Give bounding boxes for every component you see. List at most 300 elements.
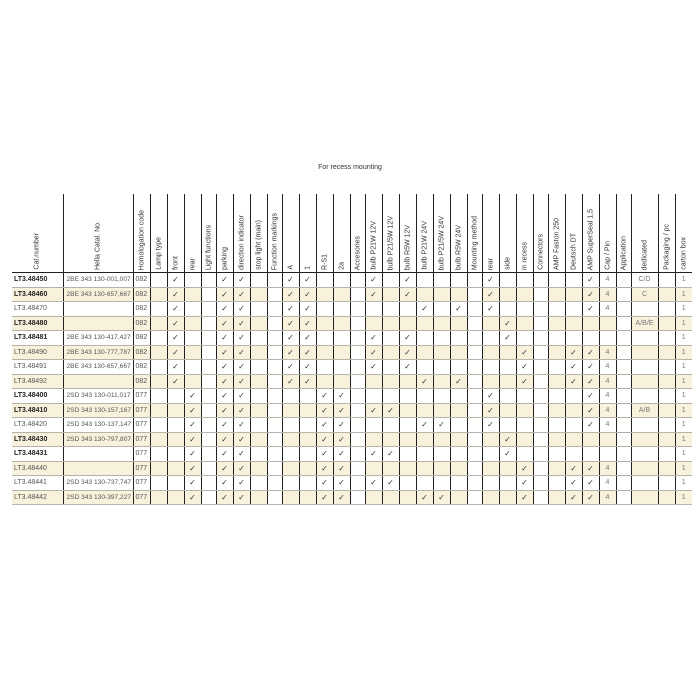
hella-number-cell: 2SD 343 130-737,747 [63,476,133,491]
empty-cell [433,331,450,346]
homologation-cell: 077 [133,476,150,491]
check-mark-icon: ✓ [216,331,233,346]
check-mark-icon: ✓ [282,331,299,346]
empty-cell [658,476,675,491]
column-header-label: carton box [680,237,688,270]
check-mark-icon: ✓ [233,287,250,302]
empty-cell [365,432,382,447]
empty-cell [416,331,433,346]
cat-number-cell: LT3.48470 [12,302,63,317]
cap-pin-cell [599,432,616,447]
empty-cell [516,287,533,302]
hella-number-cell: 2BE 343 130-657,667 [63,360,133,375]
empty-cell [184,360,201,375]
group-separator-cell [201,447,216,462]
group-separator-cell [201,302,216,317]
empty-cell [399,418,416,433]
empty-cell [333,302,350,317]
empty-cell [658,490,675,505]
empty-cell [365,490,382,505]
group-separator-cell [350,389,365,404]
check-mark-icon: ✓ [233,403,250,418]
check-mark-icon: ✓ [184,389,201,404]
empty-cell [499,360,516,375]
homologation-cell: 082 [133,273,150,288]
check-mark-icon: ✓ [365,476,382,491]
check-mark-icon: ✓ [216,360,233,375]
empty-cell [250,316,267,331]
check-mark-icon: ✓ [316,490,333,505]
check-mark-icon: ✓ [582,476,599,491]
check-mark-icon: ✓ [333,418,350,433]
empty-cell [516,418,533,433]
homologation-cell: 082 [133,302,150,317]
empty-cell [416,287,433,302]
check-mark-icon: ✓ [450,374,467,389]
empty-cell [282,389,299,404]
empty-cell [316,302,333,317]
empty-cell [482,360,499,375]
check-mark-icon: ✓ [582,273,599,288]
table-row [12,418,692,433]
column-header [63,194,133,273]
check-mark-icon: ✓ [167,287,184,302]
empty-cell [382,345,399,360]
group-separator-cell [616,316,631,331]
empty-cell [382,287,399,302]
hella-number-cell: 2BE 343 130-777,787 [63,345,133,360]
cat-number-cell: LT3.48492 [12,374,63,389]
check-mark-icon: ✓ [316,447,333,462]
group-separator-cell [616,389,631,404]
check-mark-icon: ✓ [365,345,382,360]
application-cell [631,302,658,317]
group-separator-cell [201,461,216,476]
check-mark-icon: ✓ [565,476,582,491]
empty-cell [548,331,565,346]
check-mark-icon: ✓ [516,360,533,375]
empty-cell [433,461,450,476]
check-mark-icon: ✓ [299,302,316,317]
check-mark-icon: ✓ [233,374,250,389]
check-mark-icon: ✓ [333,389,350,404]
empty-cell [250,374,267,389]
column-header-label: Connectors [537,234,544,270]
check-mark-icon: ✓ [416,418,433,433]
carton-box-cell: 1 [675,345,692,360]
hella-number-cell: 2SD 343 130-137,147 [63,418,133,433]
empty-cell [299,447,316,462]
check-mark-icon: ✓ [233,418,250,433]
group-separator-cell [350,360,365,375]
group-separator-cell [267,331,282,346]
homologation-cell: 077 [133,418,150,433]
empty-cell [433,287,450,302]
table-row [12,287,692,302]
group-separator-cell [267,273,282,288]
empty-cell [382,316,399,331]
empty-cell [416,345,433,360]
check-mark-icon: ✓ [582,287,599,302]
empty-cell [150,360,167,375]
check-mark-icon: ✓ [233,432,250,447]
group-separator-cell [201,316,216,331]
cap-pin-cell [599,447,616,462]
empty-cell [184,331,201,346]
group-separator-cell [467,432,482,447]
check-mark-icon: ✓ [333,476,350,491]
check-mark-icon: ✓ [216,461,233,476]
check-mark-icon: ✓ [582,490,599,505]
empty-cell [150,461,167,476]
check-mark-icon: ✓ [482,418,499,433]
empty-cell [582,331,599,346]
check-mark-icon: ✓ [382,403,399,418]
empty-cell [184,287,201,302]
empty-cell [382,302,399,317]
application-cell [631,418,658,433]
check-mark-icon: ✓ [216,418,233,433]
check-mark-icon: ✓ [582,374,599,389]
cat-number-cell: LT3.48442 [12,490,63,505]
group-separator-cell [616,403,631,418]
check-mark-icon: ✓ [282,273,299,288]
empty-cell [499,490,516,505]
column-header [233,194,250,273]
homologation-cell: 082 [133,345,150,360]
empty-cell [382,389,399,404]
check-mark-icon: ✓ [416,374,433,389]
check-mark-icon: ✓ [184,490,201,505]
table-row [12,316,692,331]
check-mark-icon: ✓ [233,273,250,288]
carton-box-cell: 1 [675,447,692,462]
table-row [12,490,692,505]
group-separator-cell [533,447,548,462]
group-separator-cell [267,345,282,360]
group-separator-cell [467,374,482,389]
application-cell: C/D [631,273,658,288]
column-header [167,194,184,273]
column-header [150,194,167,273]
check-mark-icon: ✓ [316,461,333,476]
table-row [12,302,692,317]
check-mark-icon: ✓ [299,316,316,331]
check-mark-icon: ✓ [233,447,250,462]
empty-cell [167,490,184,505]
check-mark-icon: ✓ [516,476,533,491]
group-separator-cell [533,302,548,317]
empty-cell [450,490,467,505]
hella-number-cell: 2SD 343 130-797,807 [63,432,133,447]
cat-number-cell: LT3.48481 [12,331,63,346]
cat-number-cell: LT3.48450 [12,273,63,288]
table-row [12,447,692,462]
column-header-label: dedicated [641,239,648,270]
check-mark-icon: ✓ [233,490,250,505]
check-mark-icon: ✓ [167,345,184,360]
empty-cell [365,374,382,389]
empty-cell [250,447,267,462]
empty-cell [548,287,565,302]
check-mark-icon: ✓ [233,302,250,317]
empty-cell [250,345,267,360]
empty-cell [150,316,167,331]
group-separator-cell [533,461,548,476]
empty-cell [365,302,382,317]
column-header [133,194,150,273]
hella-number-cell: 2BE 343 130-657,667 [63,287,133,302]
hella-number-cell [63,461,133,476]
column-header [416,194,433,273]
column-header-label: in recess [521,241,528,270]
check-mark-icon: ✓ [184,476,201,491]
table-row [12,345,692,360]
check-mark-icon: ✓ [216,316,233,331]
check-mark-icon: ✓ [382,447,399,462]
group-separator-cell [533,476,548,491]
group-separator-cell [267,302,282,317]
column-header [582,194,599,273]
empty-cell [658,316,675,331]
empty-cell [333,287,350,302]
group-separator-cell [350,461,365,476]
group-separator-cell [267,374,282,389]
empty-cell [433,432,450,447]
check-mark-icon: ✓ [282,374,299,389]
check-mark-icon: ✓ [167,316,184,331]
carton-box-cell: 1 [675,461,692,476]
cat-number-cell: LT3.48431 [12,447,63,462]
group-separator-cell [533,360,548,375]
check-mark-icon: ✓ [516,490,533,505]
empty-cell [316,331,333,346]
application-cell [631,490,658,505]
check-mark-icon: ✓ [450,302,467,317]
hella-number-cell: 2SD 343 130-011,017 [63,389,133,404]
check-mark-icon: ✓ [565,374,582,389]
check-mark-icon: ✓ [167,331,184,346]
empty-cell [565,418,582,433]
check-mark-icon: ✓ [216,374,233,389]
check-mark-icon: ✓ [299,331,316,346]
empty-cell [399,316,416,331]
check-mark-icon: ✓ [233,360,250,375]
empty-cell [450,345,467,360]
empty-cell [516,316,533,331]
check-mark-icon: ✓ [333,447,350,462]
empty-cell [658,418,675,433]
column-header-label: Mounting method [471,215,478,270]
check-mark-icon: ✓ [216,403,233,418]
empty-cell [450,403,467,418]
empty-cell [565,273,582,288]
empty-cell [382,360,399,375]
group-separator-cell [533,316,548,331]
check-mark-icon: ✓ [365,403,382,418]
check-mark-icon: ✓ [582,403,599,418]
group-separator-cell [201,490,216,505]
check-mark-icon: ✓ [282,316,299,331]
empty-cell [184,316,201,331]
column-header [316,194,333,273]
hella-number-cell: 2SD 343 130-157,167 [63,403,133,418]
column-header [201,194,216,273]
column-header [299,194,316,273]
column-header-label: side [504,257,511,270]
check-mark-icon: ✓ [582,302,599,317]
check-mark-icon: ✓ [399,273,416,288]
group-separator-cell [616,302,631,317]
check-mark-icon: ✓ [382,476,399,491]
column-header-label: R-S1 [321,254,328,270]
empty-cell [499,403,516,418]
empty-cell [282,447,299,462]
check-mark-icon: ✓ [184,432,201,447]
group-separator-cell [616,287,631,302]
cat-number-cell: LT3.48410 [12,403,63,418]
application-cell [631,331,658,346]
empty-cell [565,432,582,447]
empty-cell [399,374,416,389]
column-header [548,194,565,273]
column-header-label: bulb R5W 24V [455,224,462,270]
empty-cell [167,389,184,404]
empty-cell [416,403,433,418]
group-separator-cell [467,331,482,346]
group-separator-cell [201,374,216,389]
empty-cell [499,418,516,433]
cap-pin-cell: 4 [599,490,616,505]
application-cell [631,432,658,447]
group-separator-cell [267,432,282,447]
column-header-label: Light functions [205,224,212,270]
group-separator-cell [467,287,482,302]
hella-number-cell: 2BE 343 130-001,007 [63,273,133,288]
check-mark-icon: ✓ [516,461,533,476]
empty-cell [250,331,267,346]
check-mark-icon: ✓ [216,432,233,447]
check-mark-icon: ✓ [582,345,599,360]
column-header-label: Accesories [354,235,361,270]
group-separator-cell [467,316,482,331]
column-header [399,194,416,273]
column-header [631,194,658,273]
column-header [267,194,282,273]
cat-number-cell: LT3.48400 [12,389,63,404]
empty-cell [658,360,675,375]
empty-cell [516,302,533,317]
empty-cell [658,331,675,346]
homologation-cell: 077 [133,490,150,505]
column-header-label: Homologation code [138,209,145,270]
check-mark-icon: ✓ [216,287,233,302]
check-mark-icon: ✓ [299,345,316,360]
homologation-cell: 082 [133,331,150,346]
empty-cell [548,316,565,331]
empty-cell [416,316,433,331]
empty-cell [150,331,167,346]
application-cell: A/B [631,403,658,418]
column-header-label: Deutsch DT [570,233,577,270]
empty-cell [548,403,565,418]
check-mark-icon: ✓ [565,461,582,476]
group-separator-cell [267,490,282,505]
column-header [516,194,533,273]
check-mark-icon: ✓ [233,331,250,346]
empty-cell [565,389,582,404]
group-separator-cell [201,389,216,404]
column-header [333,194,350,273]
empty-cell [416,432,433,447]
column-header [450,194,467,273]
check-mark-icon: ✓ [316,418,333,433]
application-cell [631,461,658,476]
empty-cell [399,447,416,462]
empty-cell [548,476,565,491]
check-mark-icon: ✓ [299,273,316,288]
check-mark-icon: ✓ [399,345,416,360]
empty-cell [499,287,516,302]
column-header-label: bulb R5W 12V [404,224,411,270]
empty-cell [565,331,582,346]
cat-number-cell: LT3.48460 [12,287,63,302]
homologation-cell: 077 [133,389,150,404]
empty-cell [548,273,565,288]
group-separator-cell [267,316,282,331]
empty-cell [658,273,675,288]
check-mark-icon: ✓ [399,287,416,302]
empty-cell [150,447,167,462]
hella-number-cell [63,316,133,331]
empty-cell [382,374,399,389]
empty-cell [433,316,450,331]
group-separator-cell [350,316,365,331]
empty-cell [582,316,599,331]
cap-pin-cell: 4 [599,418,616,433]
group-separator-cell [616,418,631,433]
empty-cell [282,432,299,447]
check-mark-icon: ✓ [365,287,382,302]
carton-box-cell: 1 [675,374,692,389]
check-mark-icon: ✓ [333,461,350,476]
group-separator-cell [350,432,365,447]
empty-cell [250,403,267,418]
column-header-label: A [287,265,294,270]
check-mark-icon: ✓ [282,360,299,375]
carton-box-cell: 1 [675,490,692,505]
application-cell [631,447,658,462]
group-separator-cell [350,273,365,288]
empty-cell [482,476,499,491]
empty-cell [658,374,675,389]
column-header-label: direction indicator [238,215,245,270]
empty-cell [516,403,533,418]
group-separator-cell [350,345,365,360]
check-mark-icon: ✓ [233,389,250,404]
application-cell [631,389,658,404]
check-mark-icon: ✓ [482,287,499,302]
empty-cell [250,461,267,476]
check-mark-icon: ✓ [316,432,333,447]
empty-cell [548,302,565,317]
check-mark-icon: ✓ [167,302,184,317]
group-separator-cell [533,273,548,288]
check-mark-icon: ✓ [299,360,316,375]
check-mark-icon: ✓ [565,360,582,375]
empty-cell [433,476,450,491]
empty-cell [316,273,333,288]
